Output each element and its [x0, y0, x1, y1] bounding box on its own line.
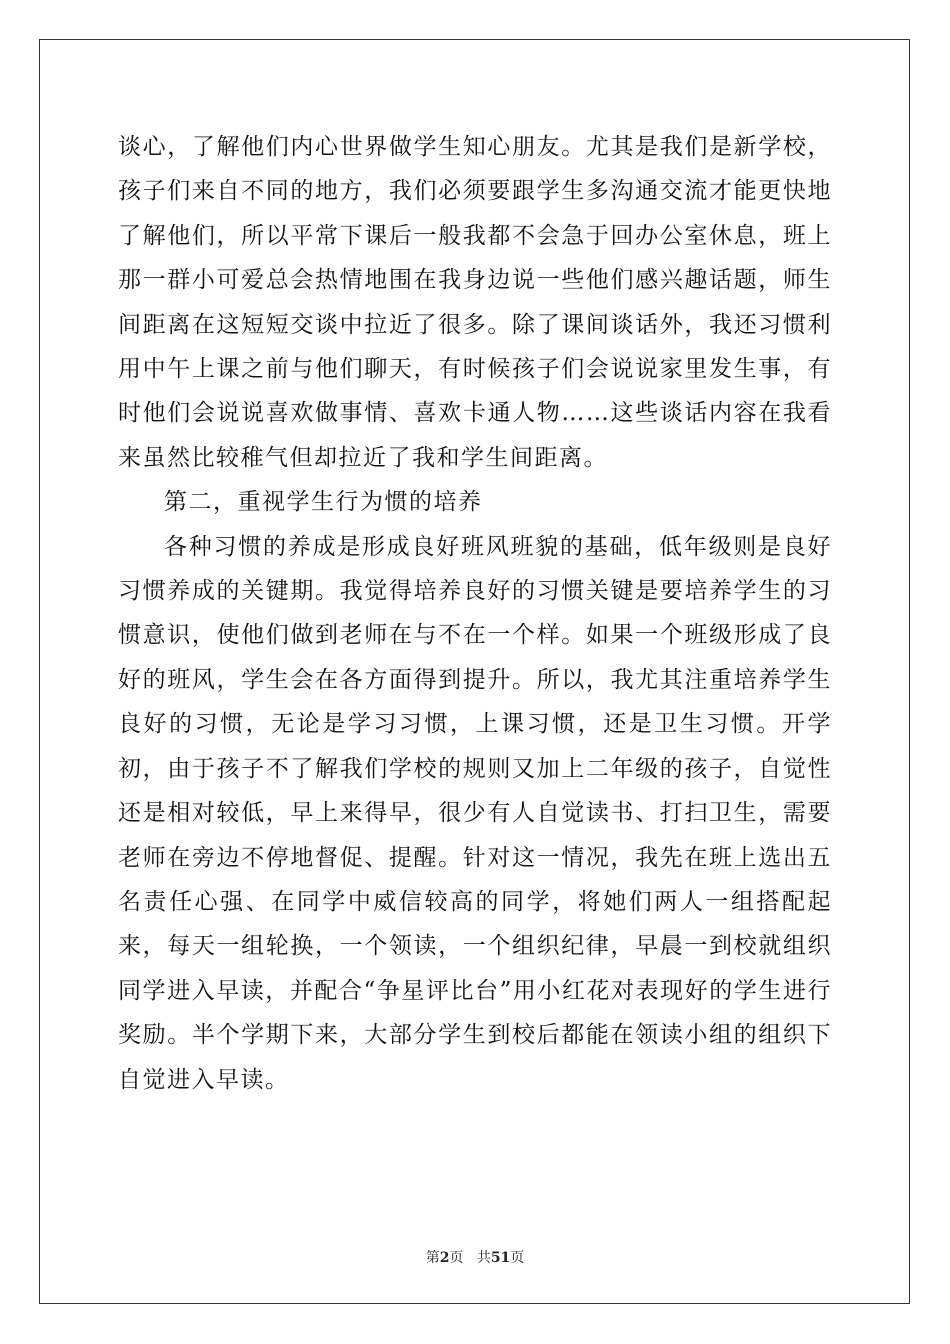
page-number: 2: [439, 1250, 450, 1266]
total-pages: 51: [490, 1250, 511, 1266]
page-footer: [0, 1247, 950, 1267]
paragraph-3: 各种习惯的养成是形成良好班风班貌的基础，低年级则是良好习惯养成的关键期。我觉得培养良好的习惯关键是要培养学生的习惯意识，使他们做到老师在与不在一个样。如果一个班级形成了良好的班风，学生会在各方面得到提升。所以，我尤其注重培养学生良好的习惯，无论是学习习惯，上课习惯，还是卫生习惯。开学初，由于孩子不了解我们学校的规则又加上二年级的孩子，自觉性还是相对较低，早上来得早，很少有人自觉读书、打扫卫生，需要老师在旁边不停地督促、提醒。针对这一情况，我先在班上选出五名责任心强、在同学中威信较高的同学，将她们两人一组搭配起来，每天一组轮换，一个领读，一个组织纪律，早晨一到校就组织同学进入早读，并配合“争星评比台”用小红花对表现好的学生进行奖励。半个学期下来，大部分学生到校后都能在领读小组的组织下自觉进入早读。: [118, 533, 832, 1093]
total-prefix: 共: [476, 1250, 491, 1266]
page-prefix: 第: [425, 1250, 440, 1266]
page-suffix: 页: [449, 1250, 464, 1266]
document-body: [118, 125, 832, 1102]
paragraph-1: 谈心，了解他们内心世界做学生知心朋友。尤其是我们是新学校，孩子们来自不同的地方，我们必须要跟学生多沟通交流才能更快地了解他们，所以平常下课后一般我都不会急于回办公室休息，班上那一群小可爱总会热情地围在我身边说一些他们感兴趣话题，师生间距离在这短短交谈中拉近了很多。除了课间谈话外，我还习惯利用中午上课之前与他们聊天，有时候孩子们会说说家里发生事，有时他们会说说喜欢做事情、喜欢卡通人物……这些谈话内容在我看来虽然比较稚气但却拉近了我和学生间距离。: [118, 134, 832, 471]
paragraph-2-heading: 第二，重视学生行为惯的培养: [164, 489, 483, 516]
total-suffix: 页: [510, 1250, 525, 1266]
